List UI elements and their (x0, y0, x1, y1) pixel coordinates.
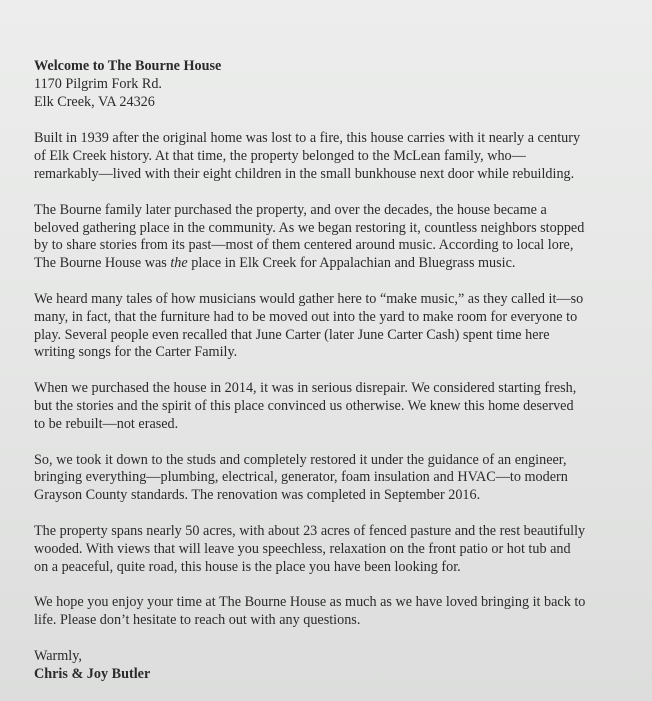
letter-closing (34, 648, 640, 684)
paragraph-line: but the stories and the spirit of this place convinced us otherwise. We knew this home deserved (34, 397, 574, 414)
paragraph-line: of Elk Creek history. At that time, the property belonged to the McLean family, who— (34, 148, 526, 165)
paragraph-bourne-family (34, 202, 640, 273)
paragraph-line: The property spans nearly 50 acres, with about 23 acres of fenced pasture and the rest beautifully (34, 522, 586, 539)
address-street: 1170 Pilgrim Fork Rd. (34, 75, 162, 92)
paragraph-line: Built in 1939 after the original home was lost to a fire, this house carries with it nearly a century (34, 130, 581, 147)
paragraph-line-lore (34, 255, 640, 273)
paragraph-line: on a peaceful, quite road, this house is the place you have been looking for. (34, 558, 461, 575)
paragraph-line: So, we took it down to the studs and completely restored it under the guidance of an engineer, (34, 451, 567, 468)
letter-header (34, 58, 640, 111)
paragraph-closing-wish (34, 594, 640, 630)
address-city: Elk Creek, VA 24326 (34, 93, 155, 110)
paragraph-purchase (34, 380, 640, 433)
paragraph-line: bringing everything—plumbing, electrical, generator, foam insulation and HVAC—to modern (34, 469, 568, 486)
paragraph-line: The Bourne family later purchased the property, and over the decades, the house became a (34, 201, 547, 218)
paragraph-music (34, 291, 640, 362)
paragraph-line: We hope you enjoy your time at The Bourne House as much as we have loved bringing it back to (34, 594, 586, 611)
paragraph-line: to be rebuilt—not erased. (34, 415, 179, 432)
paragraph-history (34, 130, 640, 183)
signature: Chris & Joy Butler (34, 665, 151, 682)
paragraph-line: life. Please don’t hesitate to reach out with any questions. (34, 612, 361, 629)
lore-text-before: The Bourne House was (34, 255, 171, 272)
paragraph-restoration (34, 452, 640, 505)
lore-emphasis: the (170, 255, 188, 272)
paragraph-line: beloved gathering place in the community. As we began restoring it, countless neighbors stopped (34, 219, 585, 236)
paragraph-property (34, 523, 640, 576)
paragraph-line: We heard many tales of how musicians would gather here to “make music,” as they called it—so (34, 290, 584, 307)
paragraph-line: by to share stories from its past—most of them centered around music. According to local lore, (34, 237, 574, 254)
paragraph-line: many, in fact, that the furniture had to be moved out into the yard to make room for everyone to (34, 308, 578, 325)
lore-text-after: place in Elk Creek for Appalachian and Bluegrass music. (187, 255, 516, 272)
welcome-letter (34, 58, 640, 684)
paragraph-line: Grayson County standards. The renovation was completed in September 2016. (34, 487, 481, 504)
letter-title: Welcome to The Bourne House (34, 58, 222, 74)
paragraph-line: writing songs for the Carter Family. (34, 344, 238, 361)
paragraph-line: remarkably—lived with their eight children in the small bunkhouse next door while rebuilding. (34, 165, 575, 182)
salutation: Warmly, (34, 647, 82, 664)
paragraph-line: When we purchased the house in 2014, it was in serious disrepair. We considered starting fresh, (34, 380, 577, 397)
paragraph-line: play. Several people even recalled that June Carter (later June Carter Cash) spent time here (34, 326, 550, 343)
paragraph-line: wooded. With views that will leave you speechless, relaxation on the front patio or hot tub and (34, 540, 571, 557)
